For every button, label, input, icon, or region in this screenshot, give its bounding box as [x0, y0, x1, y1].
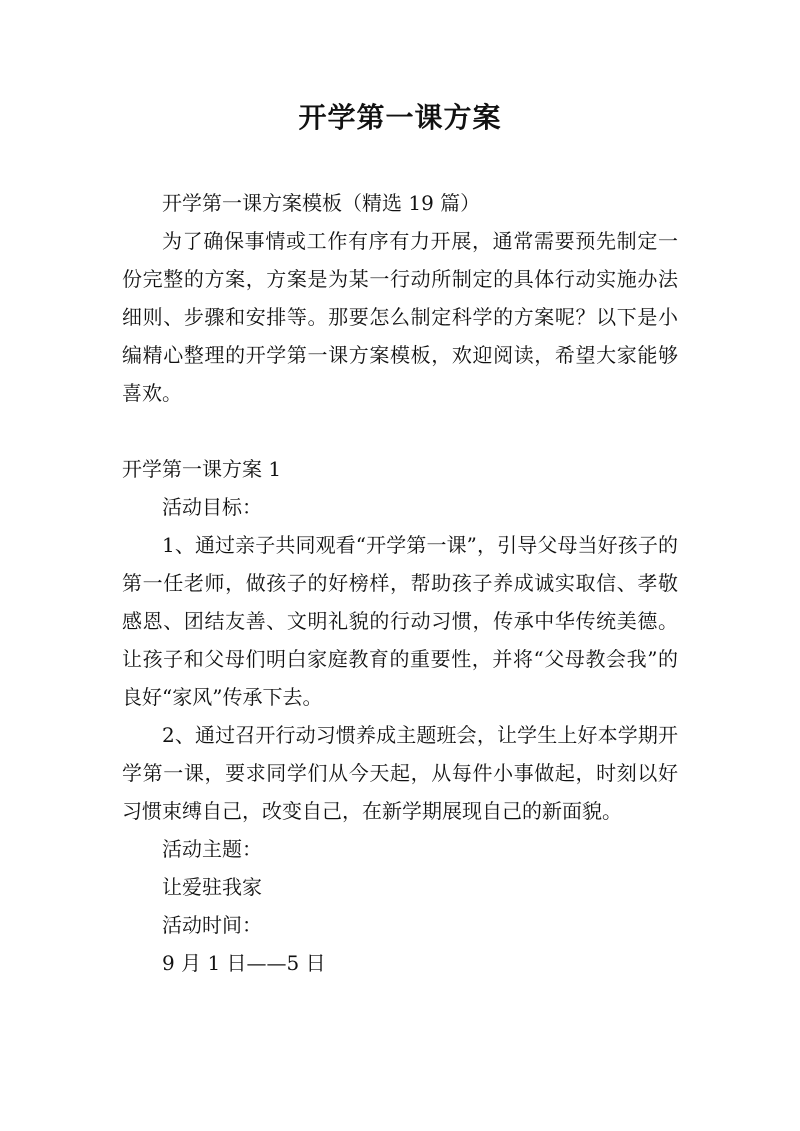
time-value: 9 月 1 日——5 日 — [162, 951, 326, 975]
goal-item-1: 1、通过亲子共同观看“开学第一课”，引导父母当好孩子的第一任老师，做孩子的好榜样，帮助孩子养成诚实取信、孝敬感恩、团结友善、文明礼貌的行动习惯，传承中华传统美德。让孩子和父母们明白家庭教育的重要性，并将“父母教会我”的良好“家风”传承下去。 — [122, 533, 678, 709]
theme-value: 让爱驻我家 — [162, 875, 262, 899]
paragraph-gap — [122, 412, 678, 450]
section-heading: 开学第一课方案 1 — [122, 457, 282, 481]
theme-label: 活动主题： — [162, 837, 262, 861]
document-subtitle: 开学第一课方案模板（精选 19 篇） — [162, 191, 481, 215]
document-body — [122, 184, 678, 982]
goal-label: 活动目标： — [162, 495, 262, 519]
document-title: 开学第一课方案 — [298, 101, 502, 134]
time-label: 活动时间： — [162, 913, 262, 937]
goal-item-2: 2、通过召开行动习惯养成主题班会，让学生上好本学期开学第一课，要求同学们从今天起，从每件小事做起，时刻以好习惯束缚自己，改变自己，在新学期展现自己的新面貌。 — [122, 723, 678, 823]
intro-paragraph: 为了确保事情或工作有序有力开展，通常需要预先制定一份完整的方案，方案是为某一行动所制定的具体行动实施办法细则、步骤和安排等。那要怎么制定科学的方案呢？以下是小编精心整理的开学第一课方案模板，欢迎阅读，希望大家能够喜欢。 — [122, 229, 678, 405]
